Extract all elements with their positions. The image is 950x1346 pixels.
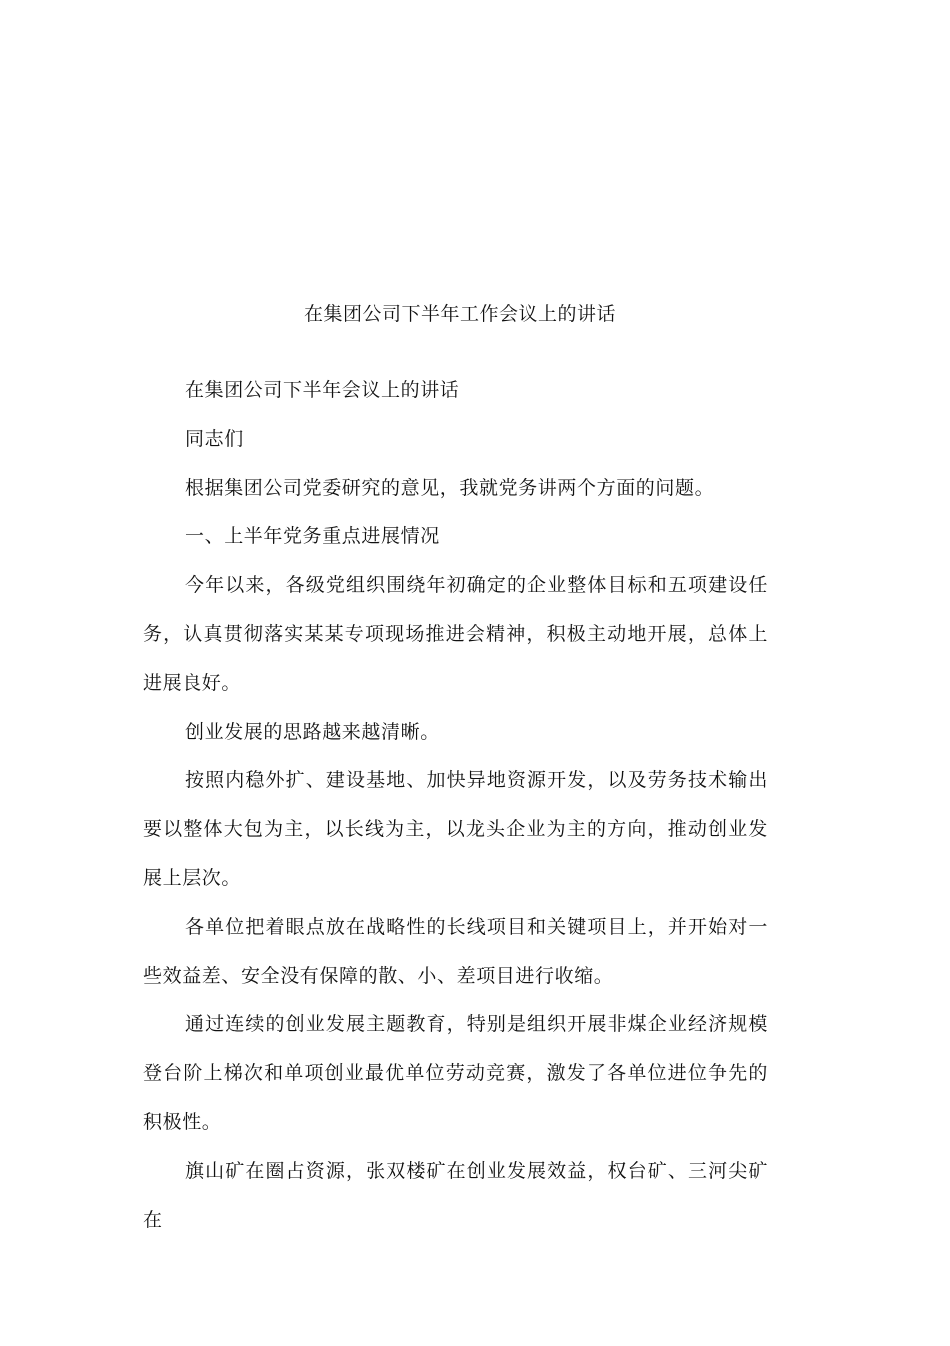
paragraph: 今年以来，各级党组织围绕年初确定的企业整体目标和五项建设任务，认真贯彻落实某某专项现场推进会精神，积极主动地开展，总体上进展良好。	[143, 574, 768, 694]
document-title: 在集团公司下半年工作会议上的讲话	[303, 303, 616, 325]
paragraph: 各单位把着眼点放在战略性的长线项目和关键项目上，并开始对一些效益差、安全没有保障的散、小、差项目进行收缩。	[143, 915, 768, 987]
paragraph-salutation: 同志们	[185, 427, 244, 450]
paragraph: 按照内稳外扩、建设基地、加快异地资源开发，以及劳务技术输出要以整体大包为主，以长线为主，以龙头企业为主的方向，推动创业发展上层次。	[143, 769, 768, 889]
paragraph: 旗山矿在圈占资源，张双楼矿在创业发展效益，权台矿、三河尖矿在	[143, 1159, 768, 1231]
section-heading: 一、上半年党务重点进展情况	[185, 525, 440, 548]
document-body	[143, 366, 768, 1244]
paragraph-subtitle: 在集团公司下半年会议上的讲话	[185, 379, 460, 401]
paragraph: 创业发展的思路越来越清晰。	[185, 720, 440, 743]
paragraph: 通过连续的创业发展主题教育，特别是组织开展非煤企业经济规模登台阶上梯次和单项创业最优单位劳动竞赛，激发了各单位进位争先的积极性。	[143, 1013, 768, 1133]
paragraph-intro: 根据集团公司党委研究的意见，我就党务讲两个方面的问题。	[185, 476, 715, 499]
